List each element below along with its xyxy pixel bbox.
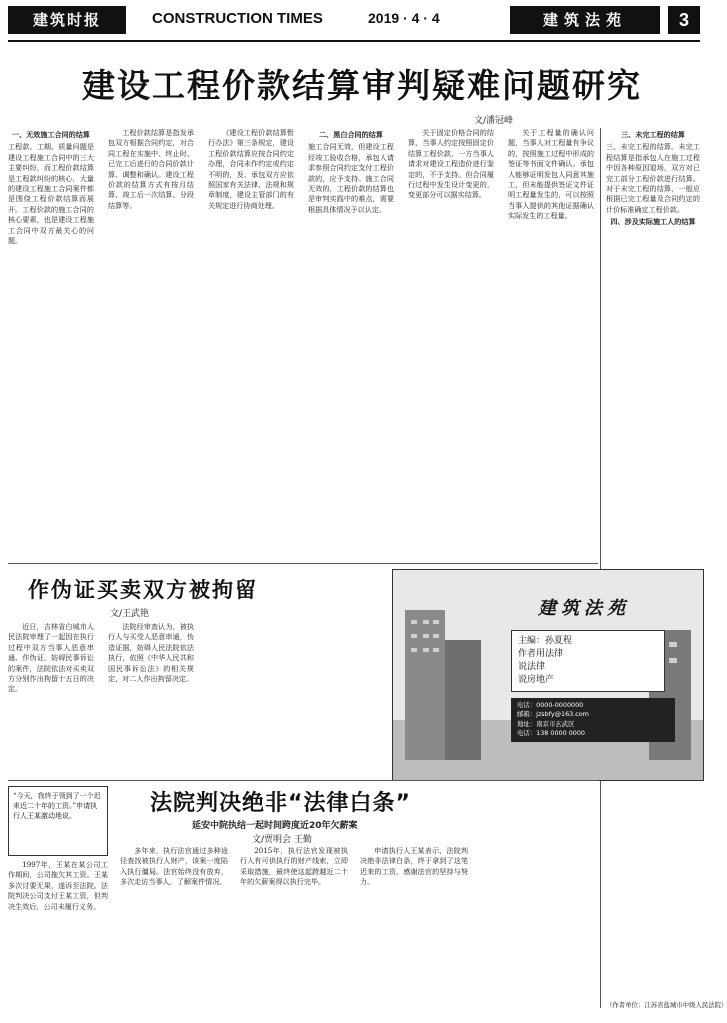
main-col-4-text: 施工合同无效，但建设工程经竣工验收合格，承包人请求参照合同约定支付工程价款的，应予支持。施工合同无效的，工程价款的结算也是审判实践中的难点，需要根据具体情况予以认定。 xyxy=(308,142,394,214)
third-col-4 xyxy=(360,846,468,1010)
third-col-2 xyxy=(120,846,228,1010)
pull-quote: “今天，我终于领到了一个迟来近二十年的工资。”申请执行人王某激动地说。 xyxy=(8,786,108,856)
ad-contact: 电话：138 0000 0000 xyxy=(517,729,585,738)
main-subheading-3: 三、未完工程的结算 xyxy=(621,130,685,139)
third-col-3 xyxy=(240,846,348,1010)
main-col-5 xyxy=(408,128,494,558)
third-col-1 xyxy=(8,860,108,1010)
main-col-5-text: 关于固定价格合同的结算，当事人约定按照固定价结算工程价款，一方当事人请求对建设工程造价进行鉴定的，不予支持。但合同履行过程中发生设计变更的，变更部分可以据实结算。 xyxy=(408,128,494,200)
main-headline: 建设工程价款结算审判疑难问题研究 xyxy=(82,66,642,105)
third-subheadline: 延安中院执结一起时间跨度近20年欠薪案 xyxy=(192,821,358,831)
second-col-2-text: 法院经审查认为，被执行人与买受人恶意串通，伪造证据，妨碍人民法院依法执行，依照《中华人民共和国民事诉讼法》的相关规定，对二人作出拘留决定。 xyxy=(108,622,194,684)
issue-date: 2019 · 4 · 4 xyxy=(368,10,440,26)
ad-box xyxy=(392,569,704,781)
third-headline: 法院判决绝非“法律白条” xyxy=(150,791,411,816)
header-rule xyxy=(8,40,700,42)
section-divider-2 xyxy=(8,780,598,781)
second-col-2 xyxy=(108,622,194,770)
column-divider xyxy=(600,128,601,1008)
ad-line: 说法律 xyxy=(518,662,546,672)
ad-contact: 电话：0000-0000000 xyxy=(517,701,584,709)
main-subheading-4: 四、涉及实际施工人的结算 xyxy=(610,217,696,227)
main-col-6 xyxy=(508,128,594,558)
ad-lines xyxy=(511,630,665,692)
third-col-3-text: 2015年，执行法官发现被执行人有可供执行的财产线索，立即采取措施，最终使这起跨越近二十年的欠薪案得以执行完毕。 xyxy=(240,846,348,887)
main-col-2-text: 工程价款结算是指发承包双方根据合同约定，对合同工程在实施中、终止时、已完工后进行的合同价款计算、调整和确认。建设工程价款的结算方式有按月结算、竣工后一次结算、分段结算等。 xyxy=(108,128,194,210)
third-col-4-text: 申请执行人王某表示，法院判决绝非法律白条，终于拿到了这笔迟来的工资，感谢法官的坚持与努力。 xyxy=(360,846,468,887)
main-col-1 xyxy=(8,128,94,558)
ad-contacts xyxy=(511,698,675,742)
second-col-1 xyxy=(8,622,94,770)
page-number: 3 xyxy=(668,6,700,34)
main-subheading-2: 二、黑白合同的结算 xyxy=(319,130,383,139)
main-col-7-text: 三、未完工程的结算。未完工程结算是指承包人在施工过程中因各种原因退场，双方对已完工部分工程价款进行结算。对于未完工程的结算，一般应根据已完工程量及合同约定的计价标准确定工程价款。 xyxy=(606,142,700,214)
third-byline: 文/贾明会 王勤 xyxy=(252,835,312,845)
main-col-3-text: 《建设工程价款结算暂行办法》第三条规定，建设工程价款结算应按合同约定办理，合同未作约定或约定不明的，发、承包双方应依照国家有关法律、法规和规章制度，建设主管部门的有关规定进行协商处理。 xyxy=(208,128,294,210)
main-subheading-1: 一、无效施工合同的结算 xyxy=(11,130,91,139)
second-byline: 文/王武艳 xyxy=(110,609,150,619)
ad-title: 建筑法苑 xyxy=(538,598,630,619)
main-col-3 xyxy=(208,128,294,558)
ad-line: 作者用法律 xyxy=(518,649,564,659)
main-col-7 xyxy=(606,128,700,1008)
main-byline: 文/潘冠峰 xyxy=(474,116,514,126)
third-col-2-text: 多年来，执行法官通过多种途径查找被执行人财产，该案一度陷入执行僵局。法官始终没有放弃，多次走访当事人，了解案件情况。 xyxy=(120,846,228,887)
main-col-4 xyxy=(308,128,394,558)
third-col-1-text: 1997年，王某在某公司工作期间，公司拖欠其工资。王某多次讨要无果，遂诉至法院。法院判决公司支付王某工资，但判决生效后，公司未履行义务。 xyxy=(8,860,108,911)
main-col-1-text: 工程款、工期、质量问题是建设工程施工合同中的三大主要纠纷，而工程价款结算是工程款纠纷的核心，大量的建设工程施工合同案件都是围绕工程价款结算而展开。工程价款的施工合同的核心要素，也是建设工程施工合同中双方最关心的问题。 xyxy=(8,142,94,246)
ad-contact: 地址：南京市玄武区 xyxy=(517,719,575,728)
page-header xyxy=(0,0,708,40)
ad-contact: 邮箱：jzsbfy@163.com xyxy=(517,710,589,719)
main-col-6-text: 关于工程量的确认问题，当事人对工程量有争议的，按照施工过程中形成的签证等书面文件确认。承包人能够证明发包人同意其施工，但未能提供签证文件证明工程量发生的，可以按照当事人提供的其他证据确认实际发生的工程量。 xyxy=(508,128,594,221)
paper-name: CONSTRUCTION TIMES xyxy=(152,10,323,27)
second-headline: 作伪证买卖双方被拘留 xyxy=(28,578,258,602)
section-title: 建筑法苑 xyxy=(510,6,660,34)
main-col-2 xyxy=(108,128,194,558)
main-author-note: （作者单位：江苏省盐城市中级人民法院） xyxy=(606,1001,727,1009)
second-col-1-text: 近日，吉林省白城市人民法院审理了一起因在执行过程中双方当事人恶意串通、作伪证，妨碍民事诉讼的案件，法院依法对买卖双方分别作出拘留十五日的决定。 xyxy=(8,622,94,694)
masthead-logo: 建筑时报 xyxy=(8,6,126,34)
ad-line: 主编：孙夏程 xyxy=(518,636,573,646)
ad-line: 说房地产 xyxy=(518,675,555,685)
section-divider xyxy=(8,563,598,564)
